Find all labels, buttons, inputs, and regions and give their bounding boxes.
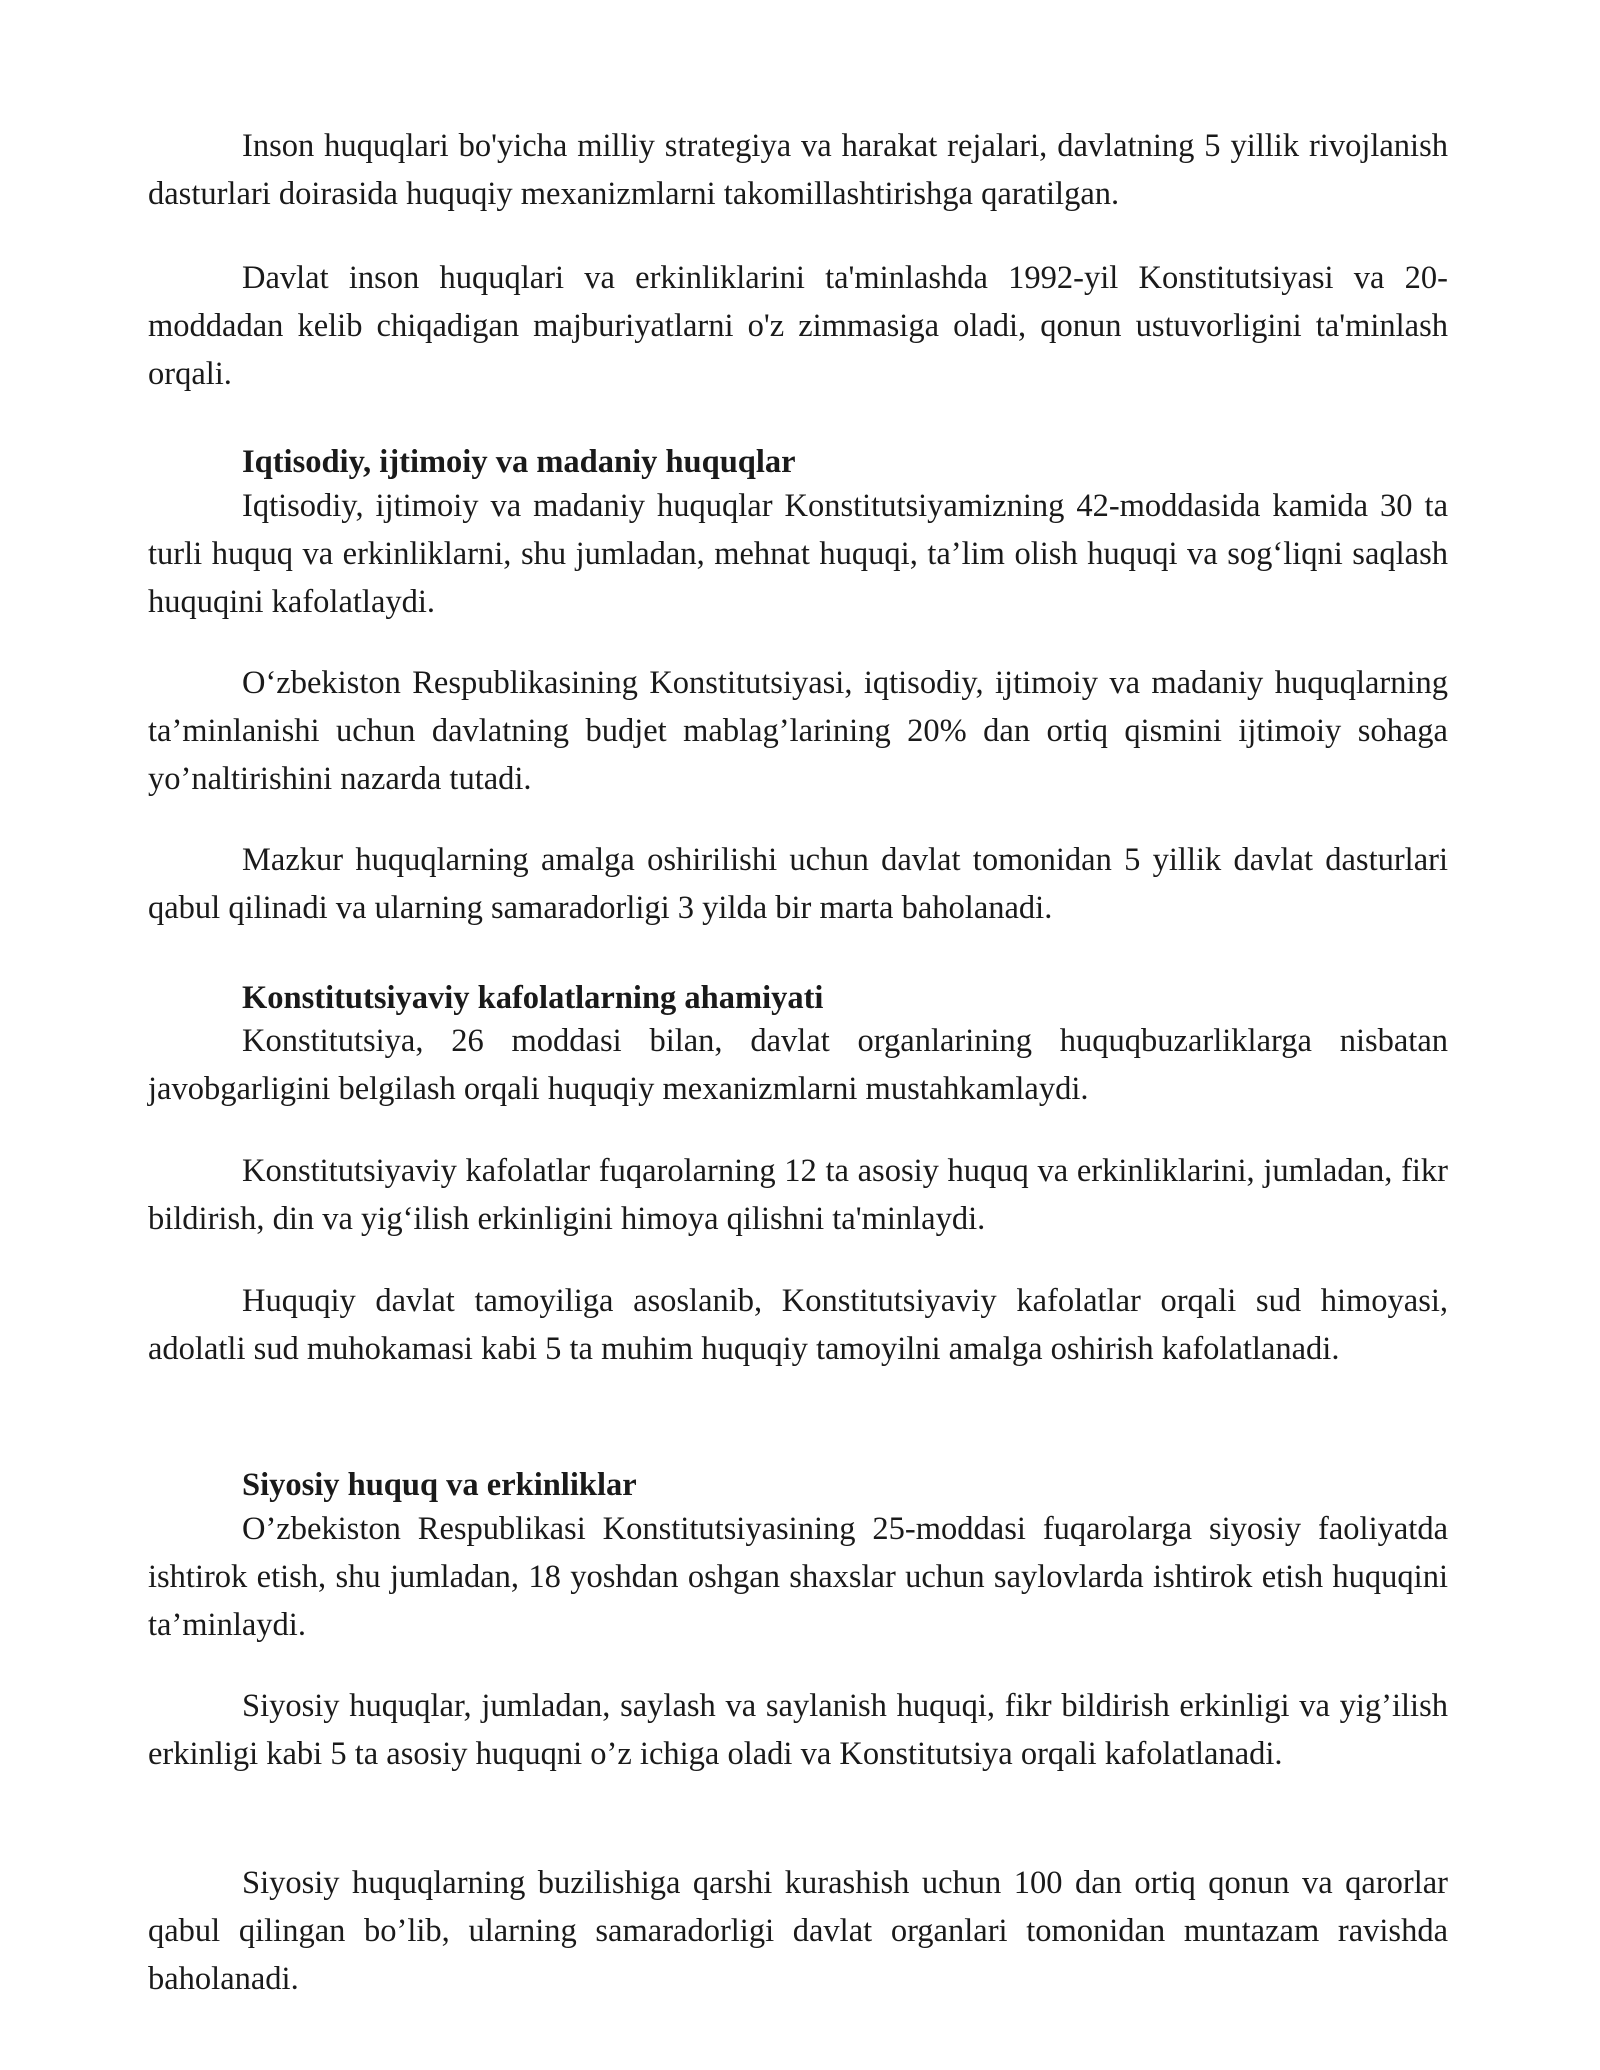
paragraph-state-obligations: Davlat inson huquqlari va erkinliklarini ta'minlashda 1992-yil Konstitutsiyasi va 20-moddadan kelib chiqadigan majburiyatlarni o'z zimmasiga oladi, qonun ustuvorligini ta'minlash orqali. — [148, 260, 1448, 392]
paragraph-laws: Siyosiy huquqlarning buzilishiga qarshi kurashish uchun 100 dan ortiq qonun va qarorlar qabul qilingan bo’lib, ularning samaradorligi davlat organlari tomonidan muntazam ravishda baholanadi. — [148, 1865, 1448, 1997]
paragraph-budget: O‘zbekiston Respublikasining Konstitutsiyasi, iqtisodiy, ijtimoiy va madaniy huquqlarning ta’minlanishi uchun davlatning budjet mablag’larining 20% dan ortiq qismini ijtimoiy sohaga yo’naltirishini nazarda tutadi. — [148, 665, 1448, 797]
paragraph-strategy: Inson huquqlari bo'yicha milliy strategiya va harakat rejalari, davlatning 5 yillik rivojlanish dasturlari doirasida huquqiy mexanizmlarni takomillashtirishga qaratilgan. — [148, 128, 1448, 212]
paragraph-legal-state: Huquqiy davlat tamoyiliga asoslanib, Konstitutsiyaviy kafolatlar orqali sud himoyasi, adolatli sud muhokamasi kabi 5 ta muhim huquqiy tamoyilni amalga oshirish kafolatlanadi. — [148, 1283, 1448, 1367]
paragraph-article-26: Konstitutsiya, 26 moddasi bilan, davlat organlarining huquqbuzarliklarga nisbatan javobgarligini belgilash orqali huquqiy mexanizmlarni mustahkamlaydi. — [148, 1023, 1448, 1107]
paragraph-programs: Mazkur huquqlarning amalga oshirilishi uchun davlat tomonidan 5 yillik davlat dasturlari qabul qilinadi va ularning samaradorligi 3 yilda bir marta baholanadi. — [148, 842, 1448, 926]
paragraph-twelve-rights: Konstitutsiyaviy kafolatlar fuqarolarning 12 ta asosiy huquq va erkinliklarini, jumladan, fikr bildirish, din va yig‘ilish erkinligini himoya qilishni ta'minlaydi. — [148, 1153, 1448, 1237]
heading-constitutional-guarantees: Konstitutsiyaviy kafolatlarning ahamiyati — [242, 980, 824, 1016]
heading-political-rights: Siyosiy huquq va erkinliklar — [242, 1467, 637, 1503]
paragraph-economic-rights: Iqtisodiy, ijtimoiy va madaniy huquqlar Konstitutsiyamizning 42-moddasida kamida 30 ta turli huquq va erkinliklarni, shu jumladan, mehnat huquqi, ta’lim olish huquqi va sog‘liqni saqlash huquqini kafolatlaydi. — [148, 488, 1448, 620]
paragraph-article-25: O’zbekiston Respublikasi Konstitutsiyasining 25-moddasi fuqarolarga siyosiy faoliyatda ishtirok etish, shu jumladan, 18 yoshdan oshgan shaxslar uchun saylovlarda ishtirok etish huquqini ta’minlaydi. — [148, 1511, 1448, 1643]
heading-economic-rights: Iqtisodiy, ijtimoiy va madaniy huquqlar — [242, 444, 796, 480]
paragraph-political-rights: Siyosiy huquqlar, jumladan, saylash va saylanish huquqi, fikr bildirish erkinligi va yig’ilish erkinligi kabi 5 ta asosiy huquqni o’z ichiga oladi va Konstitutsiya orqali kafolatlanadi. — [148, 1688, 1448, 1772]
